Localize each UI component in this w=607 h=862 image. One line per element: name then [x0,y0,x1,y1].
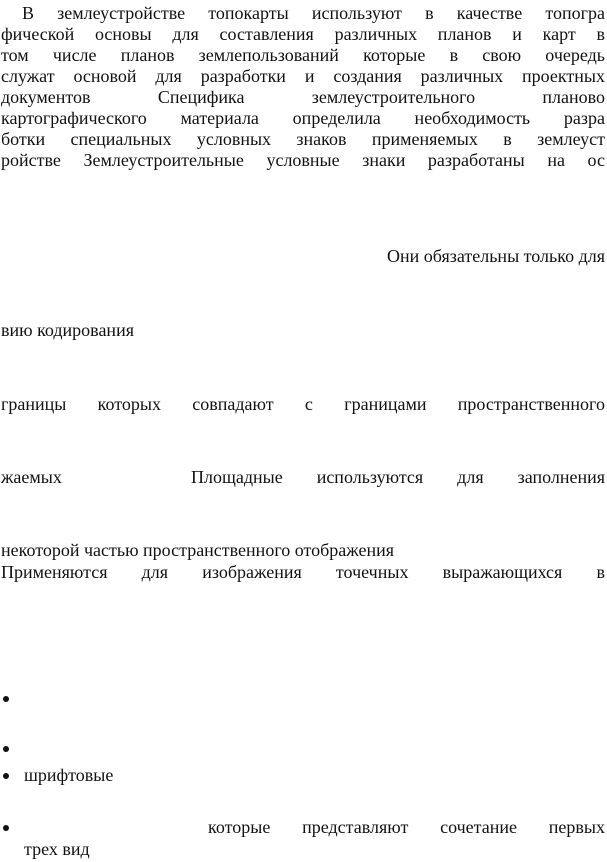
bullet-icon [3,746,9,752]
applied-line: Применяются для изображения точечных выражающихся в [1,562,605,582]
paragraph-line-2: фической основы для составления различных планов и карт в [1,24,605,44]
paragraph-line-6: картографического материала определила необходимость разра [1,108,605,128]
bullet-icon [3,773,9,779]
paragraph-line-4: служат основой для разработки и создания различных проектных [1,66,605,86]
paragraph-line-3: том числе планов землепользований которые в свою очередь [1,45,605,65]
list-item-text: шрифтовые [24,765,114,785]
areal-line-start: жаемых [1,467,62,487]
boundaries-line: границы которых совпадают с границами пространственного [1,394,605,414]
list-item-text: которые представляют сочетание первых [208,817,605,837]
part-line: некоторой частью пространственного отображения [1,540,395,560]
list-item-continuation: трех вид [24,839,90,859]
paragraph-line-8: ройстве Землеустроительные условные знаки разработаны на ос [1,150,605,170]
coding-line: вию кодирования [1,320,134,340]
bullet-icon [3,696,9,702]
areal-line-end: Площадные используются для заполнения [191,467,605,487]
paragraph-line-7: ботки специальных условных знаков применяемых в землеуст [1,129,605,149]
bullet-icon [3,825,9,831]
paragraph-line-5: документов Специфика землеустроительного планово [1,87,605,107]
obligatory-line: Они обязательны только для [387,246,605,266]
paragraph-line-1: В землеустройстве топокарты используют в качестве топогра [22,3,605,23]
